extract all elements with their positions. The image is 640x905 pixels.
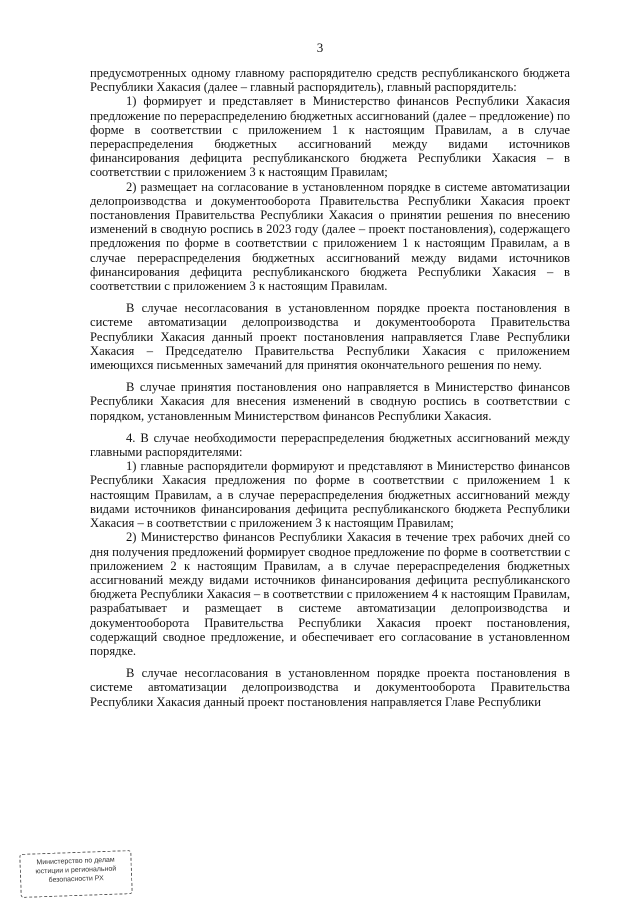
paragraph-4: В случае несогласования в установленном порядке проекта постановления в системе автоматизации делопроизводства и документооборота Правительства Республики Хакасия данный проект постановления направляется Главе Республики Хакасия – Председателю Правительства Республики Хакасия с приложением имеющихся письменных замечаний для принятия окончательного решения по нему. [90, 301, 570, 373]
paragraph-8: 2) Министерство финансов Республики Хакасия в течение трех рабочих дней со дня получения предложений формирует сводное предложение по форме в соответствии с приложением 2 к настоящим Правилам, а в случае перераспределения бюджетных ассигнований между видами источников финансирования дефицита республиканского бюджета Республики Хакасия – в соответствии с приложением 4 к настоящим Правилам, разрабатывает и размещает в системе автоматизации делопроизводства и документооборота Правительства Республики Хакасия проект постановления, содержащий сводное предложение, и обеспечивает его согласование в установленном порядке. [90, 530, 570, 658]
registration-stamp [19, 850, 132, 898]
paragraph-2: 1) формирует и представляет в Министерство финансов Республики Хакасия предложение по перераспределению бюджетных ассигнований (далее – предложение) по форме в соответствии с приложением 1 к настоящим Правилам, а в случае перераспределения бюджетных ассигнований между видами источников финансирования дефицита республиканского бюджета Республики Хакасия – в соответствии с приложением 3 к настоящим Правилам; [90, 94, 570, 180]
paragraph-3: 2) размещает на согласование в установленном порядке в системе автоматизации делопроизводства и документооборота Правительства Республики Хакасия проект постановления Правительства Республики Хакасия о принятии решения по внесению изменений в сводную роспись в 2023 году (далее – проект постановления), содержащего предложения по форме в соответствии с приложением 1 к настоящим Правилам, а в случае перераспределения бюджетных ассигнований между видами источников финансирования дефицита республиканского бюджета Республики Хакасия – в соответствии с приложением 3 к настоящим Правилам. [90, 179, 570, 294]
stamp-line-2: юстиции и региональной [35, 865, 117, 876]
stamp-line-3: безопасности РХ [48, 875, 104, 884]
document-body [90, 66, 570, 709]
paragraph-7: 1) главные распорядители формируют и представляют в Министерство финансов Республики Хакасия предложения по форме в соответствии с приложением 1 к настоящим Правилам, а в случае перераспределения бюджетных ассигнований между видами источников финансирования дефицита республиканского бюджета Республики Хакасия – в соответствии с приложением 3 к настоящим Правилам; [90, 459, 570, 531]
paragraph-5: В случае принятия постановления оно направляется в Министерство финансов Республики Хакасия для внесения изменений в сводную роспись в соответствии с порядком, установленным Министерством финансов Республики Хакасия. [90, 380, 570, 423]
stamp-line-1: Министерство по делам [36, 856, 115, 867]
paragraph-9: В случае несогласования в установленном порядке проекта постановления в системе автоматизации делопроизводства и документооборота Правительства Республики Хакасия данный проект постановления направляется Главе Республики [90, 666, 570, 709]
paragraph-6: 4. В случае необходимости перераспределения бюджетных ассигнований между главными распорядителями: [90, 430, 570, 460]
paragraph-1: предусмотренных одному главному распорядителю средств республиканского бюджета Республики Хакасия (далее – главный распорядитель), главный распорядитель: [90, 66, 570, 95]
page-number: 3 [316, 40, 324, 55]
